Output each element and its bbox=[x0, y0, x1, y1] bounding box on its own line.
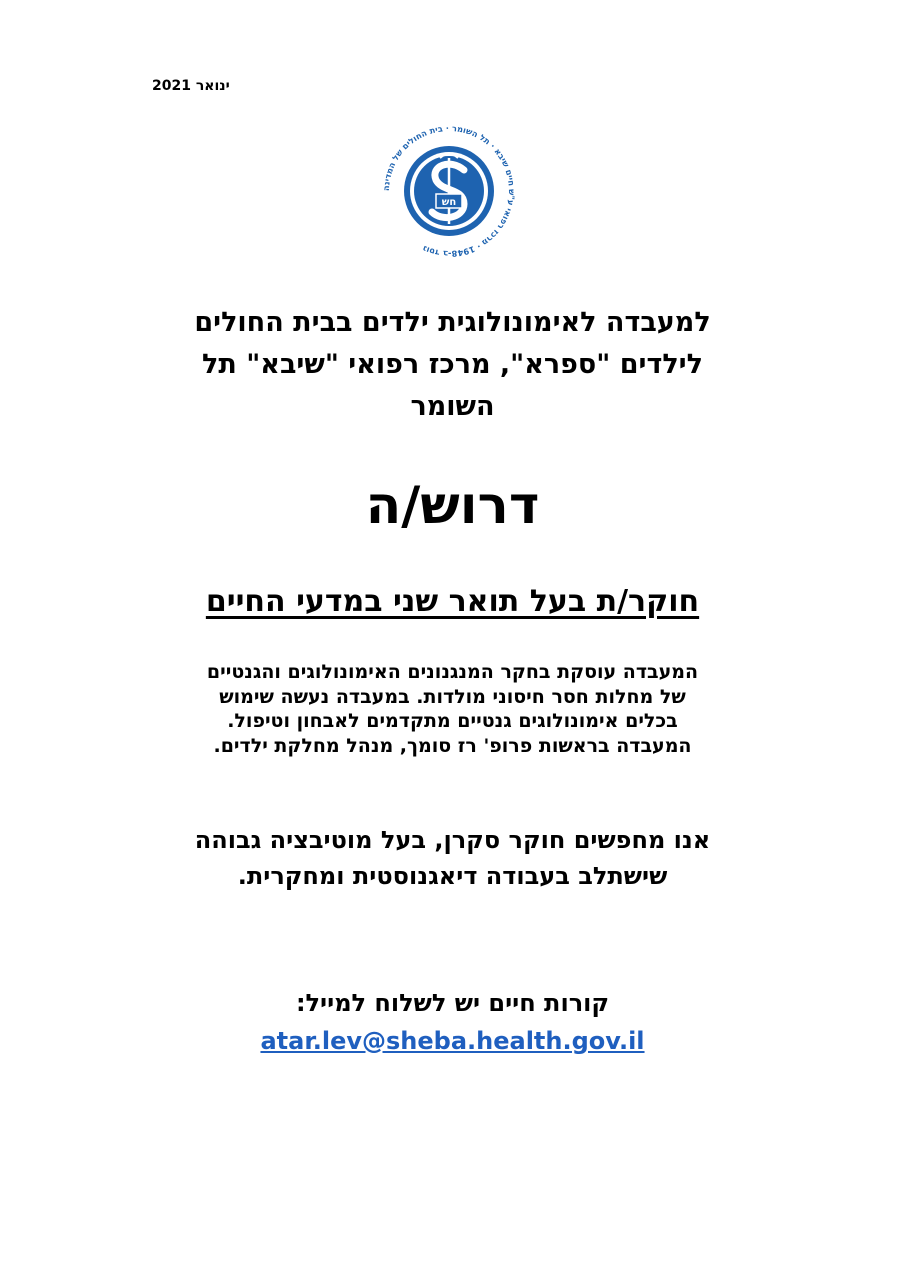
header-line: לילדים "ספרא", מרכז רפואי "שיבא" תל bbox=[202, 349, 703, 380]
position-title: חוקר/ת בעל תואר שני במדעי החיים bbox=[205, 584, 700, 619]
seeking-line: שישתלב בעבודה דיאגנוסטית ומחקרית. bbox=[237, 862, 668, 890]
logo-ring-text: נוסד ב-1948 · מרכז רפואי ע"ש חיים שיבא · תל השומר · בית החולים של המדינה bbox=[380, 122, 518, 260]
sheba-logo-icon bbox=[380, 122, 518, 260]
date: ינואר 2021 bbox=[152, 78, 230, 94]
description-line: בכלים אימונולוגים גנטיים מתקדמים לאבחון וטיפול. bbox=[227, 710, 678, 732]
header-line: השומר bbox=[410, 391, 495, 422]
lab-description bbox=[130, 660, 775, 758]
contact-section bbox=[130, 984, 775, 1060]
description-line: של מחלות חסר חיסוני מולדות. במעבדה נעשה שימוש bbox=[219, 685, 686, 708]
contact-label: קורות חיים יש לשלוח למייל: bbox=[295, 989, 610, 1017]
seeking-line: אנו מחפשים חוקר סקרן, בעל מוטיבציה גבוהה bbox=[194, 826, 711, 854]
svg-text:חש: חש bbox=[441, 197, 457, 208]
wanted-title: דרוש/ה bbox=[365, 476, 540, 536]
header-line: למעבדה לאימונולוגית ילדים בבית החולים bbox=[194, 307, 711, 338]
email-link[interactable]: atar.lev@sheba.health.gov.il bbox=[260, 1027, 645, 1055]
seeking-text bbox=[130, 822, 775, 894]
description-line: המעבדה עוסקת בחקר המנגנונים האימונולוגים והגנטיים bbox=[206, 661, 699, 683]
description-line: המעבדה בראשות פרופ' רז סומך, מנהל מחלקת ילדים. bbox=[213, 734, 692, 757]
lab-header bbox=[130, 302, 775, 428]
